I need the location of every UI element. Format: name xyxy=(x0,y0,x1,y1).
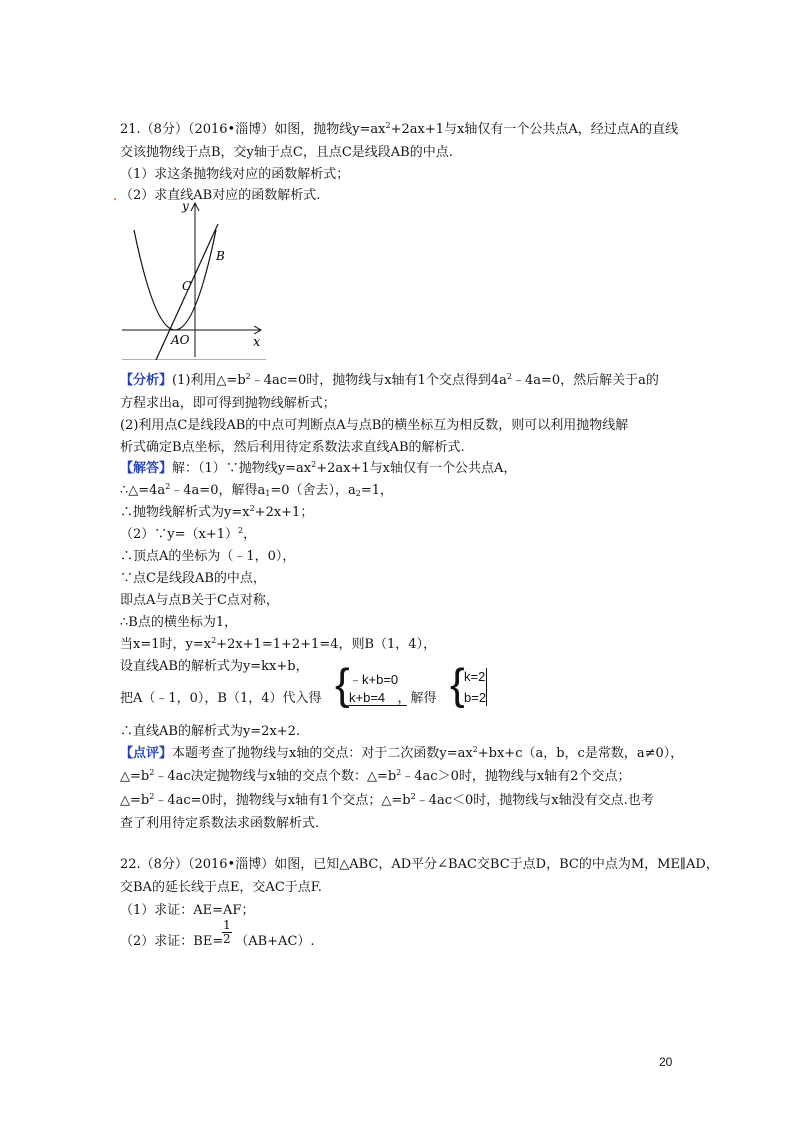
solution-line5: ∴顶点A的坐标为（﹣1，0）， xyxy=(120,549,296,564)
solution-line2: $\therefore\triangle=4a^2﹣4a=0$，解得$a_1=0$（舍去），$a_2=1$， xyxy=(120,482,393,498)
solution-line4: $(2)\because y=(x+1)^2$， xyxy=(120,526,257,542)
q22-line2: 交BA的延长线于点E，交AC于点F. xyxy=(120,880,322,895)
solution-line1: 【解答】解：（1）∵抛物线$y=ax^2+2ax+1$与x轴仅有一个公共点A， xyxy=(120,460,517,476)
fraction-numerator: 1 xyxy=(223,918,231,932)
fraction-one-half xyxy=(222,919,232,946)
fraction-denominator: 2 xyxy=(223,932,231,946)
point-ao-label: AO xyxy=(171,333,190,347)
analysis-line1: 【分析】(1)利用$\triangle=b^2﹣4ac=0$时，抛物线与x轴有1个交点得到$4a^2﹣4a=0$，然后解关于a的 xyxy=(120,372,659,388)
comment-tag: 【点评】 xyxy=(120,746,173,761)
system2-eq1: k=2 xyxy=(464,669,486,684)
comment-line1: 【点评】本题考查了抛物线与x轴的交点：对于二次函数$y=ax^2+bx+c(a$，b，c是常数，a≠0）， xyxy=(120,745,684,761)
solution-line12: ∴直线AB的解析式为y=2x+2. xyxy=(120,724,301,739)
comment-line2: $\triangle=b^2﹣4ac$决定抛物线与x轴的交点个数：$\triangle=b^2﹣4ac>0$时，抛物线与x轴有2个交点； xyxy=(120,768,631,784)
analysis-tag: 【分析】 xyxy=(120,373,173,388)
q22-line1: 22.（8分）（2016•淄博）如图，已知△ABC，AD平分∠BAC交BC于点D，BC的中点为M，ME∥AD， xyxy=(120,857,719,872)
system2-eq2: b=2 xyxy=(464,690,487,705)
q22-part1: （1）求证：AE=AF； xyxy=(120,903,255,918)
solution-line11: 把A（﹣1，0），B（1，4）代入得 ，解得 xyxy=(120,691,437,706)
analysis-line2: 方程求出a，即可得到抛物线解析式； xyxy=(120,396,336,411)
q22-part2: （2）求证：BE= （AB+AC）. xyxy=(120,934,315,949)
system2-right-bar xyxy=(486,668,487,706)
comment-line3: $\triangle=b^2﹣4ac=0$时，抛物线与x轴有1个交点；$\triangle=b^2﹣4ac<0$时，抛物线与x轴没有交点.也考 xyxy=(120,792,654,808)
solution-line6: ∵点C是线段AB的中点， xyxy=(120,571,266,586)
system1-eq1: ﹣k+b=0 xyxy=(349,672,399,687)
solution-line8: ∴B点的横坐标为1， xyxy=(120,615,238,630)
solution-line7: 即点A与点B关于C点对称， xyxy=(120,593,279,608)
solution-line10: 设直线AB的解析式为y=kx+b， xyxy=(120,659,309,674)
equation-system-2: { k=2 b=2 xyxy=(450,660,487,709)
parabola-curve xyxy=(134,230,216,330)
analysis-line4: 析式确定B点坐标，然后利用待定系数法求直线AB的解析式. xyxy=(120,440,465,455)
solution-line3: ∴抛物线解析式为$y=x^2+2x+1$； xyxy=(120,504,314,520)
q21-header: 21.（8分）（2016•淄博）如图，抛物线$y=ax^2+2ax+1$与x轴仅有一个公共点A，经过点A的直线 xyxy=(120,121,679,137)
x-axis-label: x xyxy=(253,335,261,350)
stray-mark xyxy=(114,198,116,200)
system1-eq2: k+b=4 xyxy=(349,690,407,706)
comment-line4: 查了利用待定系数法求函数解析式. xyxy=(120,816,320,831)
q21-line2: 交该抛物线于点B，交y轴于点C，且点C是线段AB的中点. xyxy=(120,145,453,160)
solution-tag: 【解答】 xyxy=(120,461,173,476)
analysis-line3: (2)利用点C是线段AB的中点可判断点A与点B的横坐标互为相反数，则可以利用抛物线解 xyxy=(120,418,629,433)
y-axis-label: y xyxy=(182,200,189,213)
page-number: 20 xyxy=(659,1055,673,1069)
q21-part2: （2）求直线AB对应的函数解析式. xyxy=(120,188,321,203)
q21-part1: （1）求这条抛物线对应的函数解析式； xyxy=(120,167,350,182)
point-b-label: B xyxy=(216,249,225,263)
parabola-figure xyxy=(120,200,268,360)
point-c-label: C xyxy=(182,279,192,293)
equation-system-1: { ﹣k+b=0 k+b=4 xyxy=(335,666,410,712)
solution-line9: 当x=1时，$y=x^2+2x+1=1+2+1=4$，则B（1，4）， xyxy=(120,636,437,652)
